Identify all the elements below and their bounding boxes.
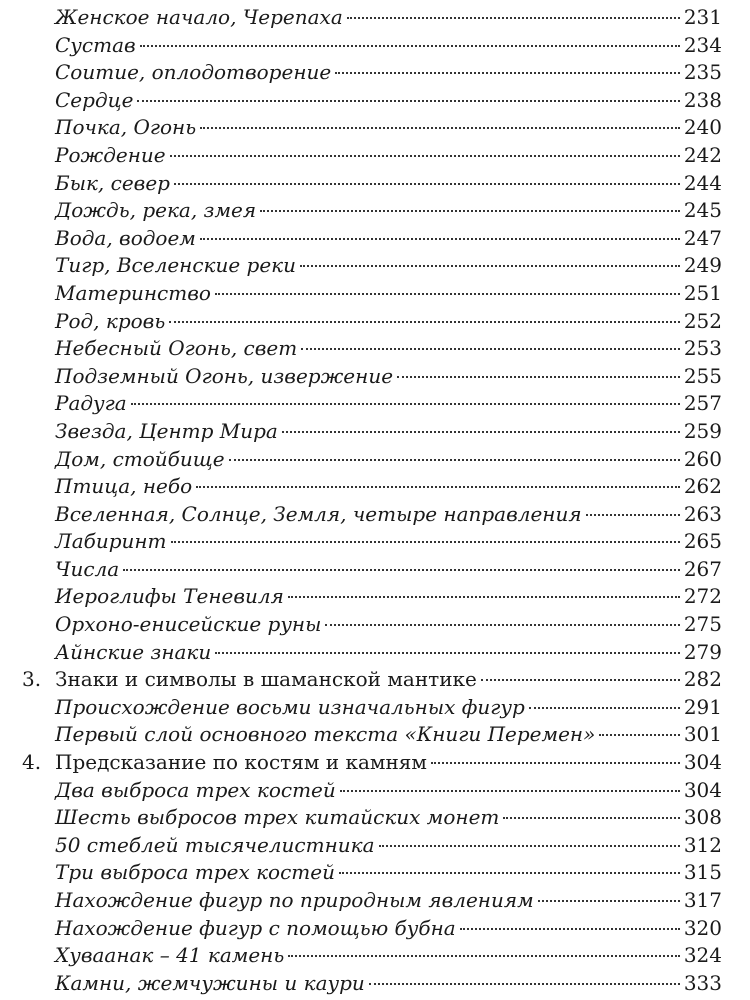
- toc-entry-title: Небесный Огонь, свет: [55, 336, 298, 361]
- toc-entry-title: Радуга: [55, 391, 127, 416]
- toc-page-number: 291: [683, 694, 722, 719]
- toc-page-number: 272: [683, 584, 722, 609]
- toc-entry-title: Материнство: [55, 280, 211, 305]
- toc-entry: [0, 528, 750, 556]
- toc-page-number: 312: [683, 832, 722, 857]
- toc-entry: [0, 252, 750, 280]
- dot-leader: [339, 872, 680, 874]
- toc-entry-title: Айнские знаки: [55, 639, 212, 664]
- toc-page-number: 245: [683, 198, 722, 223]
- toc-entry-title: Лабиринт: [55, 529, 167, 554]
- toc-entry-title: Рождение: [55, 142, 166, 167]
- toc-entry-title: Дождь, река, змея: [55, 198, 257, 223]
- toc-entry: [0, 694, 750, 722]
- toc-page-number: 275: [683, 612, 722, 637]
- toc-entry-title: Происхождение восьми изначальных фигур: [55, 694, 525, 719]
- toc-entry-title: Род, кровь: [55, 308, 166, 333]
- dot-leader: [174, 183, 680, 185]
- dot-leader: [325, 624, 679, 626]
- toc-section-entry: [0, 666, 750, 694]
- dot-leader: [169, 321, 680, 323]
- table-of-contents: [0, 4, 750, 997]
- toc-page-number: 238: [683, 87, 722, 112]
- toc-entry-title: Подземный Огонь, извержение: [55, 363, 394, 388]
- toc-entry-title: Камни, жемчужины и каури: [55, 970, 365, 995]
- toc-page-number: 231: [683, 5, 722, 29]
- toc-page-number: 260: [683, 446, 722, 471]
- toc-entry: [0, 501, 750, 529]
- toc-entry-title: Вода, водоем: [55, 225, 196, 250]
- toc-entry: [0, 887, 750, 915]
- toc-page-number: 240: [683, 115, 722, 140]
- toc-entry: [0, 335, 750, 363]
- toc-entry: [0, 556, 750, 584]
- toc-section-number: 4.: [22, 750, 42, 775]
- toc-entry-title: Предсказание по костям и камням: [55, 750, 427, 775]
- toc-entry-title: Три выброса трех костей: [55, 860, 335, 885]
- dot-leader: [335, 72, 680, 74]
- dot-leader: [397, 376, 680, 378]
- toc-entry: [0, 4, 750, 32]
- toc-page-number: 282: [683, 667, 722, 692]
- dot-leader: [481, 679, 680, 681]
- toc-page-number: 279: [683, 639, 722, 664]
- dot-leader: [215, 293, 680, 295]
- toc-entry: [0, 832, 750, 860]
- toc-entry: [0, 859, 750, 887]
- dot-leader: [131, 403, 680, 405]
- toc-page-number: 234: [683, 32, 722, 57]
- dot-leader: [123, 569, 680, 571]
- dot-leader: [170, 155, 680, 157]
- toc-section-number: 3.: [22, 667, 42, 692]
- dot-leader: [140, 45, 680, 47]
- dot-leader: [171, 541, 680, 543]
- toc-entry: [0, 639, 750, 667]
- dot-leader: [288, 955, 680, 957]
- toc-entry-title: Соитие, оплодотворение: [55, 60, 332, 85]
- toc-entry: [0, 114, 750, 142]
- dot-leader: [369, 983, 680, 985]
- dot-leader: [347, 17, 680, 19]
- toc-page-number: 257: [683, 391, 722, 416]
- toc-entry: [0, 59, 750, 87]
- toc-page-number: 259: [683, 418, 722, 443]
- dot-leader: [379, 845, 680, 847]
- toc-entry-title: Бык, север: [55, 170, 170, 195]
- toc-entry-title: Знаки и символы в шаманской мантике: [55, 667, 477, 692]
- toc-page-number: 304: [683, 750, 722, 775]
- dot-leader: [288, 596, 680, 598]
- toc-entry-title: Хуваанак – 41 камень: [55, 943, 285, 968]
- toc-entry-title: Нахождение фигур с помощью бубна: [55, 915, 456, 940]
- toc-entry-title: Звезда, Центр Мира: [55, 418, 278, 443]
- toc-page-number: 255: [683, 363, 722, 388]
- toc-entry-title: Два выброса трех костей: [55, 777, 336, 802]
- toc-entry-title: Первый слой основного текста «Книги Перемен»: [55, 722, 596, 747]
- toc-entry: [0, 308, 750, 336]
- toc-page-number: 253: [683, 336, 722, 361]
- toc-entry-title: Почка, Огонь: [55, 115, 197, 140]
- toc-entry-title: Сердце: [55, 87, 134, 112]
- toc-entry: [0, 446, 750, 474]
- toc-entry-title: Иероглифы Теневиля: [55, 584, 284, 609]
- dot-leader: [586, 514, 680, 516]
- toc-entry-title: Тигр, Вселенские реки: [55, 253, 297, 278]
- toc-entry: [0, 777, 750, 805]
- toc-entry-title: Дом, стойбище: [55, 446, 225, 471]
- toc-page-number: 315: [683, 860, 722, 885]
- toc-page-number: 324: [683, 943, 722, 968]
- toc-page-number: 235: [683, 60, 722, 85]
- dot-leader: [431, 762, 680, 764]
- toc-page-number: 244: [683, 170, 722, 195]
- toc-page-number: 320: [683, 915, 722, 940]
- dot-leader: [200, 238, 680, 240]
- toc-entry-title: Сустав: [55, 32, 136, 57]
- toc-page-number: 308: [683, 805, 722, 830]
- toc-entry-title: Числа: [55, 556, 120, 581]
- dot-leader: [200, 127, 680, 129]
- toc-entry: [0, 721, 750, 749]
- dot-leader: [300, 265, 680, 267]
- toc-entry: [0, 583, 750, 611]
- toc-entry: [0, 225, 750, 253]
- dot-leader: [137, 100, 679, 102]
- toc-entry: [0, 611, 750, 639]
- dot-leader: [215, 652, 680, 654]
- dot-leader: [282, 431, 680, 433]
- toc-page-number: 263: [683, 501, 722, 526]
- toc-page-number: 304: [683, 777, 722, 802]
- toc-entry-title: Шесть выбросов трех китайских монет: [55, 805, 500, 830]
- dot-leader: [538, 900, 680, 902]
- dot-leader: [340, 790, 680, 792]
- toc-page-number: 247: [683, 225, 722, 250]
- dot-leader: [196, 486, 680, 488]
- toc-entry-title: Орхоно-енисейские руны: [55, 612, 322, 637]
- toc-entry-title: Птица, небо: [55, 474, 193, 499]
- toc-entry: [0, 970, 750, 998]
- toc-entry: [0, 87, 750, 115]
- toc-page-number: 265: [683, 529, 722, 554]
- dot-leader: [301, 348, 680, 350]
- toc-entry: [0, 473, 750, 501]
- toc-entry: [0, 804, 750, 832]
- dot-leader: [599, 734, 679, 736]
- toc-entry-title: Вселенная, Солнце, Земля, четыре направления: [55, 501, 582, 526]
- toc-entry: [0, 197, 750, 225]
- toc-page-number: 301: [683, 722, 722, 747]
- toc-entry-title: Женское начало, Черепаха: [55, 5, 343, 29]
- toc-entry-title: Нахождение фигур по природным явлениям: [55, 888, 534, 912]
- dot-leader: [529, 707, 680, 709]
- toc-entry: [0, 280, 750, 308]
- dot-leader: [229, 459, 680, 461]
- toc-page-number: 249: [683, 253, 722, 278]
- dot-leader: [260, 210, 680, 212]
- dot-leader: [460, 928, 680, 930]
- toc-page-number: 317: [683, 888, 722, 912]
- toc-page-number: 252: [683, 308, 722, 333]
- toc-entry: [0, 32, 750, 60]
- toc-page-number: 333: [683, 970, 722, 995]
- toc-entry: [0, 390, 750, 418]
- toc-entry: [0, 170, 750, 198]
- toc-entry: [0, 363, 750, 391]
- toc-page-number: 267: [683, 556, 722, 581]
- toc-entry-title: 50 стеблей тысячелистника: [55, 832, 375, 857]
- toc-page-number: 251: [683, 280, 722, 305]
- toc-page-number: 242: [683, 142, 722, 167]
- toc-section-entry: [0, 749, 750, 777]
- toc-page-number: 262: [683, 474, 722, 499]
- toc-entry: [0, 418, 750, 446]
- toc-entry: [0, 142, 750, 170]
- toc-entry: [0, 915, 750, 943]
- toc-entry: [0, 942, 750, 970]
- dot-leader: [503, 817, 679, 819]
